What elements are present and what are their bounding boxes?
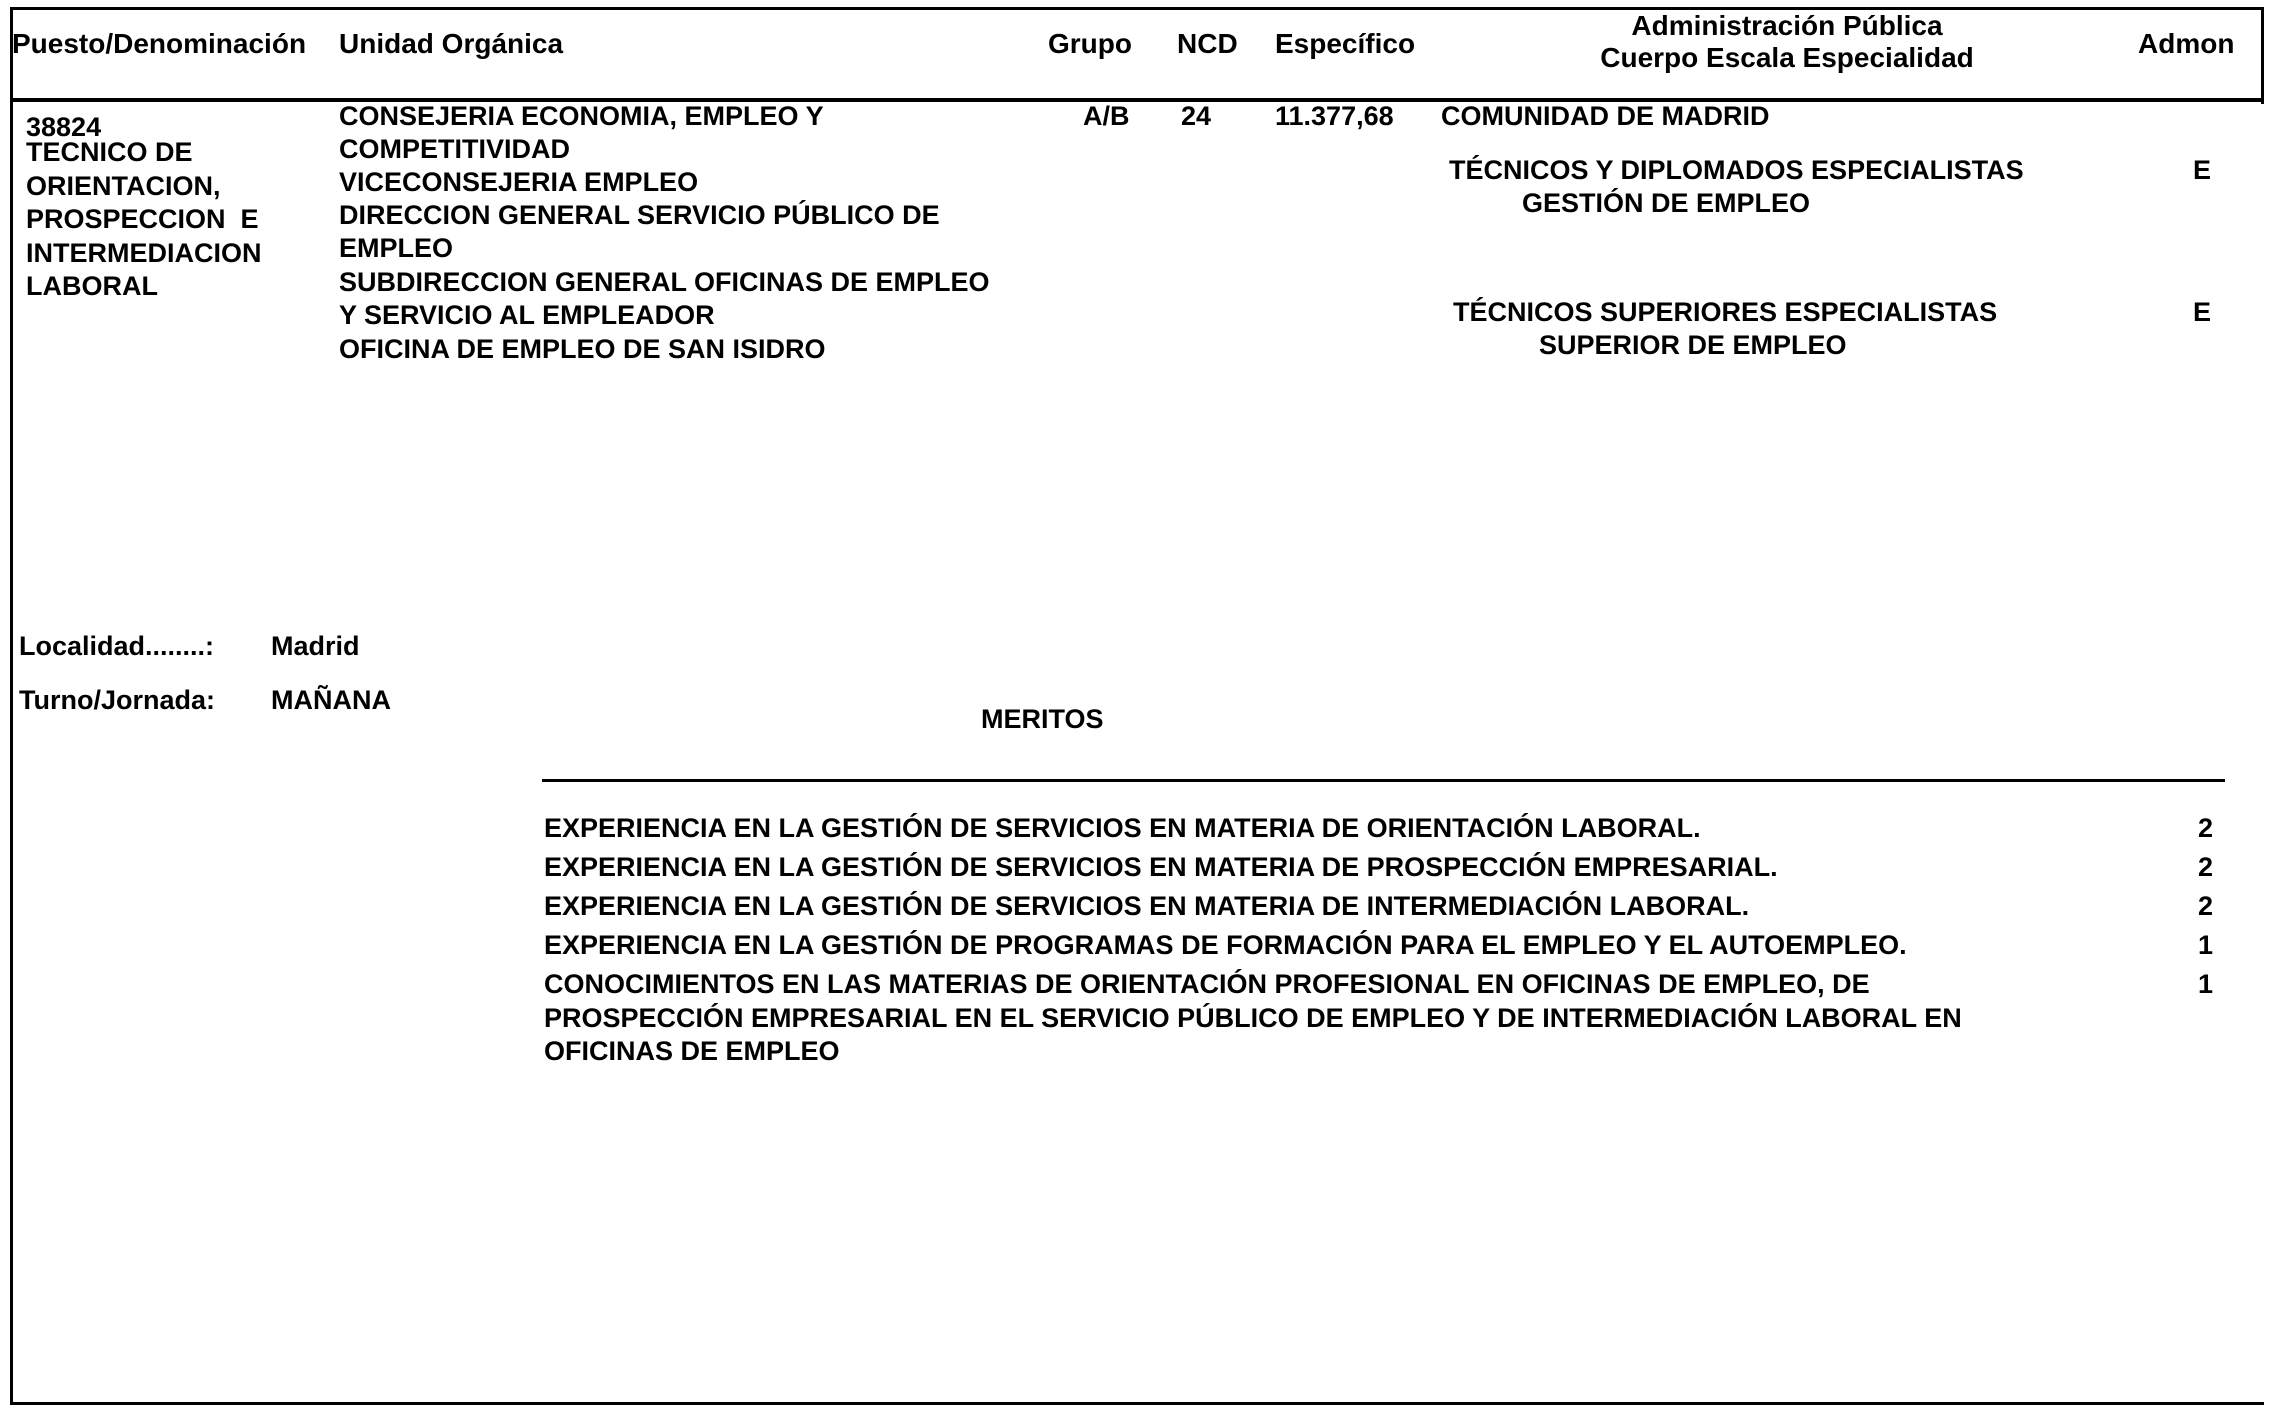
header-puesto: Puesto/Denominación: [12, 28, 307, 59]
meritos-title: MERITOS: [981, 704, 1104, 734]
cuerpo-line2: GESTIÓN DE EMPLEO: [1522, 188, 1811, 218]
merito-text: CONOCIMIENTOS EN LAS MATERIAS DE ORIENTACIÓN PROFESIONAL EN OFICINAS DE EMPLEO, DE: [544, 969, 1870, 999]
merito-text: OFICINAS DE EMPLEO: [544, 1036, 840, 1066]
grupo-value: A/B: [1083, 101, 1130, 131]
frame-left-border: [10, 7, 13, 1405]
puesto-denominacion-line: ORIENTACION,: [26, 171, 221, 201]
unidad-line: COMPETITIVIDAD: [339, 134, 571, 164]
merito-text: PROSPECCIÓN EMPRESARIAL EN EL SERVICIO PÚBLICO DE EMPLEO Y DE INTERMEDIACIÓN LABORAL EN: [544, 1003, 1962, 1033]
puesto-denominacion-line: INTERMEDIACION: [26, 238, 262, 268]
especifico-value: 11.377,68: [1275, 101, 1394, 131]
header-grupo: Grupo: [1048, 28, 1132, 59]
unidad-line: DIRECCION GENERAL SERVICIO PÚBLICO DE: [339, 200, 940, 230]
cuerpo-line1: TÉCNICOS SUPERIORES ESPECIALISTAS: [1453, 297, 1998, 327]
merito-text: EXPERIENCIA EN LA GESTIÓN DE SERVICIOS EN MATERIA DE ORIENTACIÓN LABORAL.: [544, 813, 1701, 843]
header-admon: Admon: [2138, 28, 2235, 59]
merito-points: 2: [2198, 891, 2214, 921]
puesto-denominacion-line: PROSPECCION E: [26, 204, 259, 234]
merito-points: 1: [2198, 930, 2214, 960]
unidad-line: VICECONSEJERIA EMPLEO: [339, 167, 699, 197]
header-admin-line2: Cuerpo Escala Especialidad: [1600, 42, 1974, 73]
puesto-codigo: 38824: [26, 112, 102, 142]
header-especifico: Específico: [1275, 28, 1416, 59]
unidad-line: OFICINA DE EMPLEO DE SAN ISIDRO: [339, 334, 826, 364]
merito-text: EXPERIENCIA EN LA GESTIÓN DE PROGRAMAS DE FORMACIÓN PARA EL EMPLEO Y EL AUTOEMPLEO.: [544, 930, 1907, 960]
cuerpo-line1: TÉCNICOS Y DIPLOMADOS ESPECIALISTAS: [1449, 155, 2024, 185]
header-unidad: Unidad Orgánica: [339, 28, 564, 59]
localidad-value: Madrid: [271, 631, 360, 661]
unidad-line: Y SERVICIO AL EMPLEADOR: [339, 300, 715, 330]
header-ncd: NCD: [1177, 28, 1238, 59]
merito-text: EXPERIENCIA EN LA GESTIÓN DE SERVICIOS EN MATERIA DE PROSPECCIÓN EMPRESARIAL.: [544, 852, 1778, 882]
frame-right-border: [2261, 7, 2264, 104]
cuerpo-line2: SUPERIOR DE EMPLEO: [1539, 330, 1847, 360]
puesto-denominacion-line: LABORAL: [26, 271, 158, 301]
merito-points: 2: [2198, 852, 2214, 882]
unidad-line: SUBDIRECCION GENERAL OFICINAS DE EMPLEO: [339, 267, 990, 297]
meritos-rule: [542, 779, 2225, 782]
merito-text: EXPERIENCIA EN LA GESTIÓN DE SERVICIOS EN MATERIA DE INTERMEDIACIÓN LABORAL.: [544, 891, 1750, 921]
unidad-line: EMPLEO: [339, 233, 454, 263]
unidad-line: CONSEJERIA ECONOMIA, EMPLEO Y: [339, 101, 824, 131]
merito-points: 2: [2198, 813, 2214, 843]
ncd-value: 24: [1181, 101, 1212, 131]
turno-label: Turno/Jornada:: [19, 685, 216, 715]
cuerpo-admon: E: [2193, 155, 2212, 185]
cuerpo-admon: E: [2193, 297, 2212, 327]
puesto-denominacion-line: TECNICO DE: [26, 137, 193, 167]
frame-bottom-border: [10, 1402, 2264, 1405]
localidad-label: Localidad........:: [19, 631, 215, 661]
merito-points: 1: [2198, 969, 2214, 999]
administracion-value: COMUNIDAD DE MADRID: [1441, 101, 1770, 131]
header-admin-line1: Administración Pública: [1631, 10, 1943, 41]
turno-value: MAÑANA: [271, 685, 391, 715]
